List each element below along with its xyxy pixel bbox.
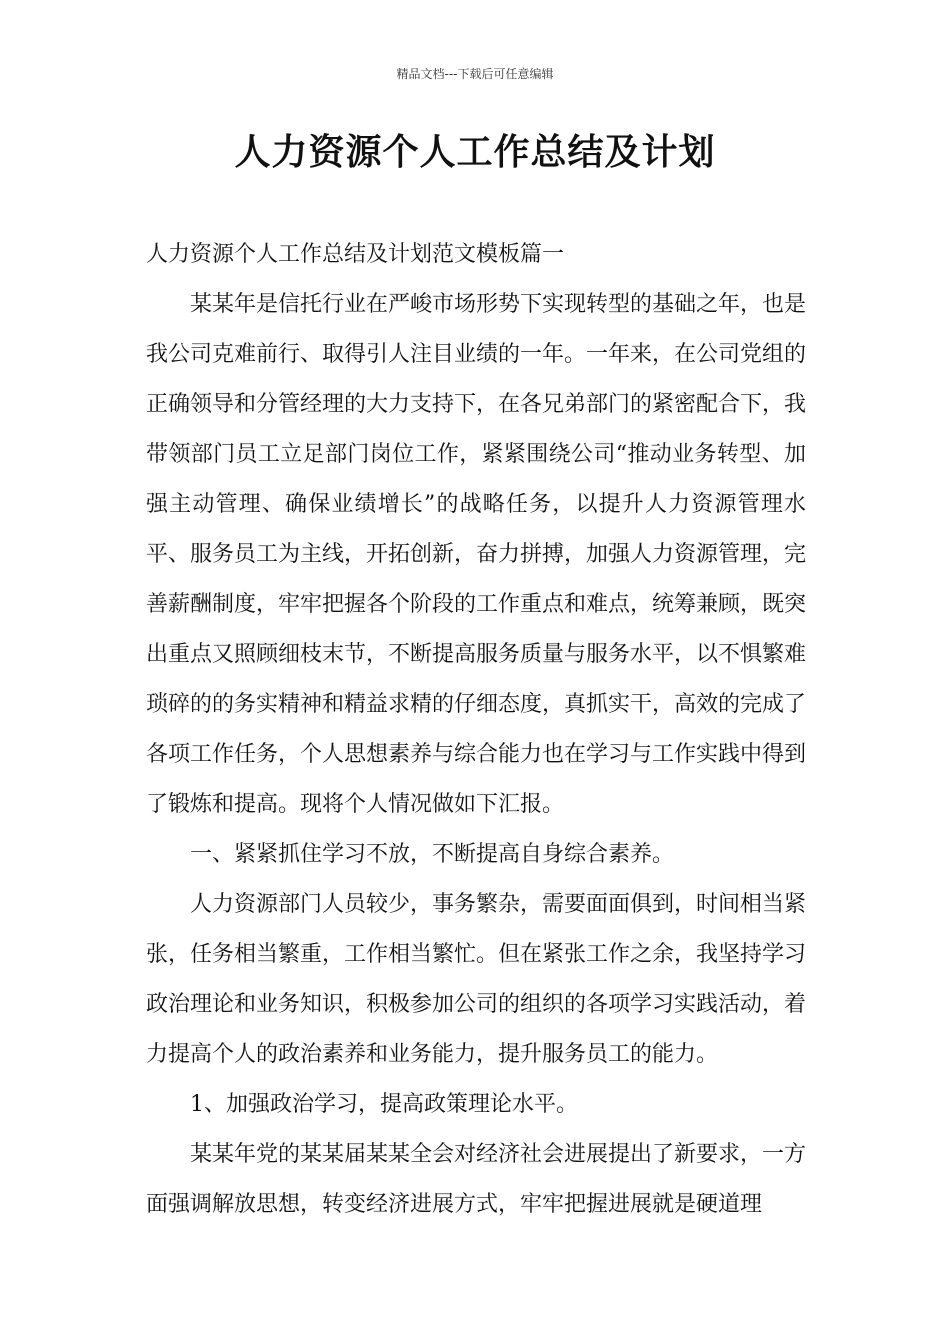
paragraph-section-1: 人力资源部门人员较少，事务繁杂，需要面面俱到，时间相当紧张，任务相当繁重，工作相当繁忙。但在紧张工作之余，我坚持学习政治理论和业务知识，积极参加公司的组织的各项学习实践活动，着力提高个人的政治素养和业务能力，提升服务员工的能力。 bbox=[146, 892, 807, 1067]
document-body bbox=[146, 230, 806, 1230]
document-title: 人力资源个人工作总结及计划 bbox=[234, 132, 716, 173]
header-note: 精品文档---下载后可任意编辑 bbox=[396, 67, 554, 81]
section-heading-1: 一、紧紧抓住学习不放，不断提高自身综合素养。 bbox=[190, 842, 675, 867]
subsection-heading-1: 1、加强政治学习，提高政策理论水平。 bbox=[190, 1092, 578, 1117]
paragraph-subsection-1: 某某年党的某某届某某全会对经济社会进展提出了新要求，一方面强调解放思想，转变经济进展方式，牢牢把握进展就是硬道理 bbox=[146, 1142, 807, 1217]
section-subtitle: 人力资源个人工作总结及计划范文模板篇一 bbox=[146, 242, 565, 267]
paragraph-intro: 某某年是信托行业在严峻市场形势下实现转型的基础之年，也是我公司克难前行、取得引人注目业绩的一年。一年来，在公司党组的正确领导和分管经理的大力支持下，在各兄弟部门的紧密配合下，我带领部门员工立足部门岗位工作，紧紧围绕公司“推动业务转型、加强主动管理、确保业绩增长”的战略任务，以提升人力资源管理水平、服务员工为主线，开拓创新，奋力拼搏，加强人力资源管理，完善薪酬制度，牢牢把握各个阶段的工作重点和难点，统筹兼顾，既突出重点又照顾细枝末节，不断提高服务质量与服务水平，以不惧繁难琐碎的的务实精神和精益求精的仔细态度，真抓实干，高效的完成了各项工作任务，个人思想素养与综合能力也在学习与工作实践中得到了锻炼和提高。现将个人情况做如下汇报。 bbox=[146, 292, 807, 817]
